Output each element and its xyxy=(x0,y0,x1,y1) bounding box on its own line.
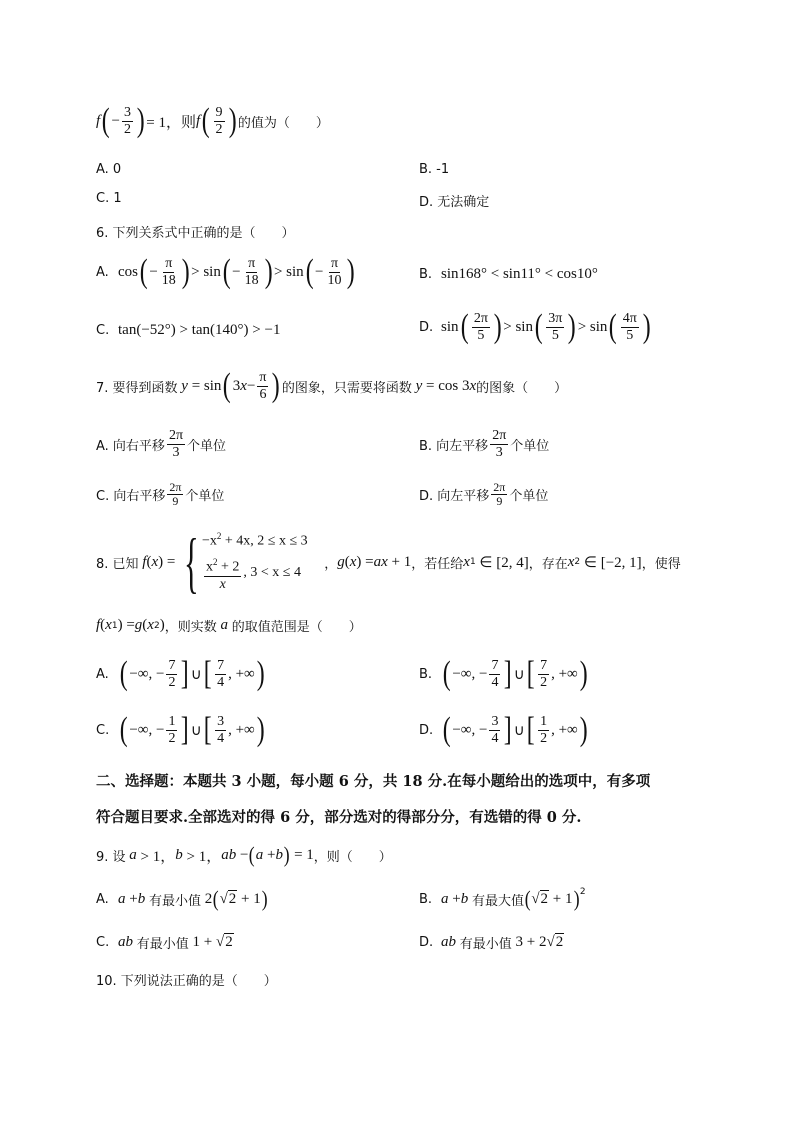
q6-stem: 6. 下列关系式中正确的是（ ） xyxy=(96,226,295,241)
q5-stem: f ( − $\frac{3}{2}$ ) = 1，则 f ( $\frac{9}{2}$ ) 的值为（ ） xyxy=(96,102,329,139)
q9-option-c[interactable]: C. ab 有最小值 1 + √2 xyxy=(96,934,233,952)
q9-option-d[interactable]: D. ab 有最小值 3 + 2√2 xyxy=(419,934,564,952)
q6-option-d[interactable]: D. sin ( $\frac{2\pi}{5}$ ) > sin ( $\frac{3\pi}{5}$ ) > sin ( $\frac{4\pi}{5}$ ) xyxy=(419,308,651,345)
q6-option-a[interactable]: A. cos ( − $\frac{\pi}{18}$ ) > sin ( − $\frac{\pi}{18}$ ) > sin ( − $\frac{\pi}{10}$ ) xyxy=(96,253,356,290)
q7-stem: 7. 要得到函数 y = sin ( 3 x − $\frac{\pi}{6}$ ) 的图象，只需要将函数 y = cos 3 x 的图象（ ） xyxy=(96,367,568,404)
q7-option-b[interactable]: B. 向左平移 $\frac{2\pi}{3}$ 个单位 xyxy=(419,428,550,460)
q9-option-b[interactable]: B. a + b 有最大值 ( √2 + 1 ) $^2$ xyxy=(419,886,586,911)
q8-option-b[interactable]: B. ( −∞, − $\frac{7}{4}$ ] ∪ [ $\frac{7}{2}$ , +∞ ) xyxy=(419,655,588,692)
q5-option-b[interactable]: B. -1 xyxy=(419,162,450,177)
q8-option-d[interactable]: D. ( −∞, − $\frac{3}{4}$ ] ∪ [ $\frac{1}{2}$ , +∞ ) xyxy=(419,711,588,748)
section2-line1: 二、选择题：本题共 3 小题，每小题 6 分，共 18 分.在每小题给出的选项中，有多项 xyxy=(96,773,651,790)
q6-option-c[interactable]: C. tan(−52°) > tan(140°) > −1 xyxy=(96,322,281,338)
q6-option-b[interactable]: B. sin168° < sin11° < cos10° xyxy=(419,266,598,282)
q8-stem: 8. 已知 f ( x ) = { $-x^2 + 4x$, 2 ≤ x ≤ 3 $\frac{x^2 + 2}{x}$ , 3 < x ≤ 4 ， g ( x ) = ax + 1 ，若任给 x 1 ∈ [2, 4] ，存在 x 2 ∈ [−2, 1] ，使得 xyxy=(96,524,681,600)
q7-option-c[interactable]: C. 向右平移 $\frac{2\pi}{9}$ 个单位 xyxy=(96,480,225,508)
q9-stem: 9. 设 a > 1， b > 1， ab − ( a + b ) = 1 ，则（ ） xyxy=(96,842,392,867)
q5-option-a[interactable]: A. 0 xyxy=(96,162,122,177)
section2-line2: 符合题目要求.全部选对的得 6 分，部分选对的得部分分，有选错的得 0 分. xyxy=(96,809,582,826)
q9-option-a[interactable]: A. a + b 有最小值 2 ( √2 + 1 ) xyxy=(96,886,268,911)
q10-stem: 10. 下列说法正确的是（ ） xyxy=(96,974,277,989)
q8-option-a[interactable]: A. ( −∞, − $\frac{7}{2}$ ] ∪ [ $\frac{7}{4}$ , +∞ ) xyxy=(96,655,265,692)
q7-option-a[interactable]: A. 向右平移 $\frac{2\pi}{3}$ 个单位 xyxy=(96,428,227,460)
q5-option-c[interactable]: C. 1 xyxy=(96,191,122,206)
q5-option-d[interactable]: D. 无法确定 xyxy=(419,195,490,210)
q8-stem-line2: f ( x 1 ) = g ( x 2 ) ，则实数 a 的取值范围是（ ） xyxy=(96,617,362,635)
q7-option-d[interactable]: D. 向左平移 $\frac{2\pi}{9}$ 个单位 xyxy=(419,480,549,508)
q8-option-c[interactable]: C. ( −∞, − $\frac{1}{2}$ ] ∪ [ $\frac{3}{4}$ , +∞ ) xyxy=(96,711,265,748)
